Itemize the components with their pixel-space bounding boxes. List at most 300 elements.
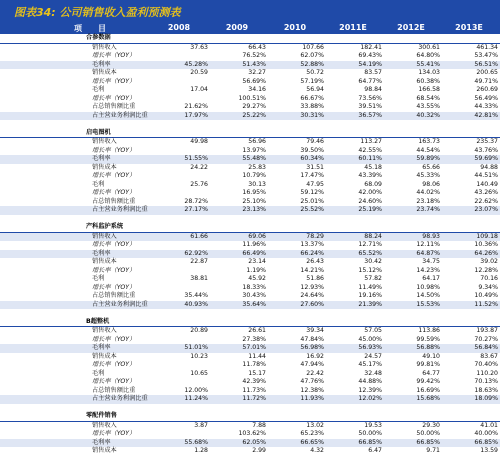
cell-value: 43.39% xyxy=(358,172,382,179)
cell-value: 15.17 xyxy=(248,369,266,377)
cell-value: 25.52% xyxy=(300,206,324,213)
cell-value: 11.73% xyxy=(242,386,266,394)
cell-value: 56.51% xyxy=(474,60,498,68)
cell-value: 4.32 xyxy=(310,447,324,454)
cell-value: 39.02 xyxy=(480,258,498,265)
row-label: 占主营业务利润比重 xyxy=(92,300,148,308)
cell-value: 10.23 xyxy=(190,352,208,360)
row-label: 占总销售额比重 xyxy=(92,386,136,394)
table-row xyxy=(0,164,500,173)
cell-value: 40.93% xyxy=(184,300,208,308)
cell-value: 59.12% xyxy=(300,189,324,196)
cell-value: 24.64% xyxy=(300,292,324,299)
cell-value: 17.97% xyxy=(184,111,208,119)
row-label: 毛利 xyxy=(92,369,105,377)
table-row xyxy=(0,370,500,379)
cell-value: 47.84% xyxy=(300,335,324,343)
cell-value: 6.47 xyxy=(368,447,382,454)
row-label: 毛利率 xyxy=(92,249,111,257)
header-year: 2009 xyxy=(225,23,249,32)
table-row xyxy=(0,430,500,439)
cell-value: 200.65 xyxy=(476,69,498,76)
cell-value: 98.06 xyxy=(422,180,440,188)
cell-value: 70.16 xyxy=(480,275,498,282)
cell-value: 11.44 xyxy=(248,352,266,360)
cell-value: 43.55% xyxy=(416,103,440,110)
cell-value: 98.84 xyxy=(364,86,382,93)
row-label: 产科监护系统 xyxy=(86,223,124,230)
row-label: 毛利率 xyxy=(92,438,111,446)
cell-value: 51.86 xyxy=(306,275,324,282)
row-label: 毛利率 xyxy=(92,344,111,351)
cell-value: 29.30 xyxy=(422,421,440,429)
cell-value: 26.43 xyxy=(306,258,324,265)
cell-value: 57.19% xyxy=(300,77,324,85)
row-label: 毛利率 xyxy=(92,60,111,68)
row-label: 占主营业务利润比重 xyxy=(92,206,148,213)
cell-value: 99.81% xyxy=(416,361,440,368)
row-label: 增长率（YOY） xyxy=(92,172,136,179)
cell-value: 76.52% xyxy=(242,52,266,59)
cell-value: 51.55% xyxy=(184,155,208,162)
table-row xyxy=(0,309,500,318)
cell-value: 25.01% xyxy=(300,197,324,205)
table-row xyxy=(0,284,500,293)
cell-value: 33.88% xyxy=(300,103,324,110)
cell-value: 27.38% xyxy=(242,335,266,343)
cell-value: 10.65 xyxy=(190,369,208,377)
cell-value: 52.88% xyxy=(300,60,324,68)
row-label: 增长率（YOY） xyxy=(92,378,136,385)
cell-value: 62.92% xyxy=(184,249,208,257)
cell-value: 12.11% xyxy=(416,241,440,248)
cell-value: 62.05% xyxy=(242,438,266,446)
cell-value: 56.84% xyxy=(474,344,498,351)
cell-value: 22.62% xyxy=(474,197,498,205)
cell-value: 66.65% xyxy=(300,438,324,446)
cell-value: 13.02 xyxy=(306,421,324,429)
cell-value: 50.00% xyxy=(416,430,440,437)
cell-value: 66.43 xyxy=(248,43,266,51)
row-label: 毛利 xyxy=(92,86,105,93)
cell-value: 56.93% xyxy=(358,344,382,351)
cell-value: 40.32% xyxy=(416,111,440,119)
cell-value: 18.63% xyxy=(474,386,498,394)
cell-value: 42.55% xyxy=(358,146,382,154)
cell-value: 41.01 xyxy=(480,421,498,429)
cell-value: 25.76 xyxy=(190,180,208,188)
table-title: 图表34: 公司销售收入盈利预测表 xyxy=(14,6,181,19)
cell-value: 260.69 xyxy=(476,86,498,93)
table-row xyxy=(0,103,500,112)
row-label: 销售成本 xyxy=(92,352,117,360)
cell-value: 61.66 xyxy=(190,232,208,240)
cell-value: 55.68% xyxy=(184,438,208,446)
cell-value: 56.69% xyxy=(242,77,266,85)
table-row xyxy=(0,147,500,156)
cell-value: 68.54% xyxy=(416,94,440,102)
cell-value: 45.17% xyxy=(358,361,382,368)
cell-value: 51.43% xyxy=(242,60,266,68)
header-year: 2011E xyxy=(339,23,367,32)
cell-value: 16.69% xyxy=(416,386,440,394)
cell-value: 1.28 xyxy=(194,447,208,454)
cell-value: 18.33% xyxy=(242,283,266,291)
cell-value: 64.26% xyxy=(474,249,498,257)
cell-value: 15.12% xyxy=(358,266,382,274)
row-label: 合参数据 xyxy=(86,34,111,41)
cell-value: 30.31% xyxy=(300,111,324,119)
cell-value: 30.43% xyxy=(242,292,266,299)
row-label: 增长率（YOY） xyxy=(92,52,136,59)
section-row xyxy=(0,318,500,328)
cell-value: 17.47% xyxy=(300,172,324,179)
cell-value: 83.67 xyxy=(480,352,498,360)
cell-value: 49.98 xyxy=(190,138,208,145)
cell-value: 21.39% xyxy=(358,300,382,308)
table-row xyxy=(0,86,500,95)
cell-value: 31.51 xyxy=(306,163,324,171)
table-row xyxy=(0,267,500,276)
table-row xyxy=(0,361,500,370)
cell-value: 69.43% xyxy=(358,52,382,59)
cell-value: 27.17% xyxy=(184,206,208,213)
cell-value: 99.42% xyxy=(416,378,440,385)
header-year: 2010 xyxy=(283,23,307,32)
row-label: 增长率（YOY） xyxy=(92,361,136,368)
cell-value: 11.78% xyxy=(242,361,266,368)
cell-value: 12.93% xyxy=(300,283,324,291)
cell-value: 19.16% xyxy=(358,292,382,299)
cell-value: 32.27 xyxy=(248,69,266,76)
cell-value: 12.71% xyxy=(358,241,382,248)
cell-value: 14.23% xyxy=(416,266,440,274)
cell-value: 64.77 xyxy=(422,369,440,377)
cell-value: 9.71 xyxy=(426,447,440,454)
cell-value: 66.24% xyxy=(300,249,324,257)
cell-value: 12.39% xyxy=(358,386,382,394)
cell-value: 140.49 xyxy=(476,180,498,188)
table-row xyxy=(0,61,500,70)
row-label: 增长率（YOY） xyxy=(92,266,136,274)
row-label: 占总销售额比重 xyxy=(92,292,136,299)
row-label: 毛利 xyxy=(92,180,105,188)
row-label: 占主营业务利润比重 xyxy=(92,395,148,402)
row-label: 占主营业务利润比重 xyxy=(92,111,148,119)
table-row xyxy=(0,138,500,147)
table-row xyxy=(0,292,500,301)
cell-value: 44.51% xyxy=(474,172,498,179)
table-row xyxy=(0,241,500,250)
cell-value: 193.87 xyxy=(476,327,498,334)
table-row xyxy=(0,395,500,404)
table-row xyxy=(0,250,500,259)
cell-value: 53.47% xyxy=(474,52,498,59)
cell-value: 11.52% xyxy=(474,300,498,308)
table-body xyxy=(0,34,500,456)
cell-value: 65.23% xyxy=(300,430,324,437)
table-row xyxy=(0,378,500,387)
cell-value: 36.57% xyxy=(358,111,382,119)
cell-value: 24.57 xyxy=(364,352,382,360)
cell-value: 39.50% xyxy=(300,146,324,154)
cell-value: 28.72% xyxy=(184,197,208,205)
cell-value: 35.64% xyxy=(242,300,266,308)
table-header xyxy=(0,22,500,34)
row-label: 销售收入 xyxy=(92,327,117,334)
section-row xyxy=(0,34,500,44)
cell-value: 37.63 xyxy=(190,43,208,51)
cell-value: 54.19% xyxy=(358,60,382,68)
cell-value: 30.42 xyxy=(364,258,382,265)
cell-value: 44.88% xyxy=(358,378,382,385)
cell-value: 49.71% xyxy=(474,77,498,85)
table-row xyxy=(0,387,500,396)
cell-value: 59.89% xyxy=(416,155,440,162)
cell-value: 13.97% xyxy=(242,146,266,154)
table-row xyxy=(0,181,500,190)
row-label: 毛利 xyxy=(92,275,105,282)
cell-value: 65.66 xyxy=(422,163,440,171)
cell-value: 73.56% xyxy=(358,94,382,102)
row-label: 增长率（YOY） xyxy=(92,189,136,196)
cell-value: 34.75 xyxy=(422,258,440,265)
cell-value: 39.34 xyxy=(306,327,324,334)
cell-value: 60.34% xyxy=(300,155,324,162)
row-label: 增长率（YOY） xyxy=(92,146,136,154)
cell-value: 300.61 xyxy=(418,43,440,51)
cell-value: 98.93 xyxy=(422,232,440,240)
row-label: 增长率（YOY） xyxy=(92,283,136,291)
cell-value: 3.87 xyxy=(194,421,208,429)
cell-value: 56.96 xyxy=(248,138,266,145)
table-row xyxy=(0,353,500,362)
title-bar xyxy=(0,0,500,22)
cell-value: 11.49% xyxy=(358,283,382,291)
cell-value: 44.02% xyxy=(416,189,440,196)
section-row xyxy=(0,412,500,422)
table-row xyxy=(0,404,500,413)
table-row xyxy=(0,112,500,121)
cell-value: 56.94 xyxy=(306,86,324,93)
cell-value: 99.59% xyxy=(416,335,440,343)
table-row xyxy=(0,344,500,353)
header-label: 项 目 xyxy=(74,24,106,33)
cell-value: 23.74% xyxy=(416,206,440,213)
cell-value: 10.36% xyxy=(474,241,498,248)
cell-value: 24.60% xyxy=(358,197,382,205)
cell-value: 23.14 xyxy=(248,258,266,265)
cell-value: 62.07% xyxy=(300,52,324,59)
cell-value: 134.03 xyxy=(418,69,440,76)
table-row xyxy=(0,258,500,267)
cell-value: 100.51% xyxy=(238,94,266,102)
cell-value: 107.66 xyxy=(302,43,324,51)
cell-value: 13.37% xyxy=(300,241,324,248)
table-row xyxy=(0,172,500,181)
cell-value: 51.01% xyxy=(184,344,208,351)
cell-value: 25.22% xyxy=(242,111,266,119)
row-label: 占总销售额比重 xyxy=(92,103,136,110)
table-row xyxy=(0,78,500,87)
cell-value: 45.00% xyxy=(358,335,382,343)
cell-value: 34.16 xyxy=(248,86,266,93)
cell-value: 23.13% xyxy=(242,206,266,213)
cell-value: 45.18 xyxy=(364,163,382,171)
header-year: 2012E xyxy=(397,23,425,32)
cell-value: 16.95% xyxy=(242,189,266,196)
cell-value: 56.88% xyxy=(416,344,440,351)
cell-value: 14.21% xyxy=(300,266,324,274)
cell-value: 29.27% xyxy=(242,103,266,110)
cell-value: 94.88 xyxy=(480,163,498,171)
cell-value: 66.49% xyxy=(242,249,266,257)
cell-value: 70.40% xyxy=(474,361,498,368)
cell-value: 64.87% xyxy=(416,249,440,257)
cell-value: 38.81 xyxy=(190,275,208,282)
table-row xyxy=(0,439,500,448)
header-year: 2008 xyxy=(167,23,191,32)
cell-value: 55.48% xyxy=(242,155,266,162)
cell-value: 43.26% xyxy=(474,189,498,196)
table-row xyxy=(0,69,500,78)
cell-value: 103.62% xyxy=(238,430,266,437)
cell-value: 57.01% xyxy=(242,344,266,351)
cell-value: 9.34% xyxy=(478,283,498,291)
cell-value: 10.98% xyxy=(416,283,440,291)
table-row xyxy=(0,198,500,207)
cell-value: 56.98% xyxy=(300,344,324,351)
row-label: 销售成本 xyxy=(92,163,117,171)
cell-value: 24.22 xyxy=(190,163,208,171)
cell-value: 57.05 xyxy=(364,327,382,334)
cell-value: 50.00% xyxy=(358,430,382,437)
cell-value: 109.18 xyxy=(476,232,498,240)
cell-value: 83.57 xyxy=(364,69,382,76)
row-label: 销售成本 xyxy=(92,69,117,76)
cell-value: 65.52% xyxy=(358,249,382,257)
cell-value: 22.87 xyxy=(190,258,208,265)
cell-value: 49.10 xyxy=(422,352,440,360)
cell-value: 79.46 xyxy=(306,138,324,145)
table-row xyxy=(0,215,500,224)
cell-value: 20.59 xyxy=(190,69,208,76)
cell-value: 56.49% xyxy=(474,94,498,102)
cell-value: 11.96% xyxy=(242,241,266,248)
row-label: B超整机 xyxy=(86,317,110,325)
row-label: 销售收入 xyxy=(92,232,117,240)
cell-value: 23.07% xyxy=(474,206,498,213)
cell-value: 27.60% xyxy=(300,300,324,308)
cell-value: 45.92 xyxy=(248,275,266,282)
row-label: 销售成本 xyxy=(92,447,117,454)
cell-value: 166.58 xyxy=(418,86,440,93)
table-row xyxy=(0,336,500,345)
cell-value: 64.77% xyxy=(358,77,382,85)
cell-value: 2.99 xyxy=(252,447,266,454)
cell-value: 25.19% xyxy=(358,206,382,213)
cell-value: 7.88 xyxy=(252,421,266,429)
cell-value: 20.89 xyxy=(190,327,208,334)
cell-value: 42.00% xyxy=(358,189,382,196)
table-row xyxy=(0,233,500,242)
table-row xyxy=(0,155,500,164)
row-label: 占总销售额比重 xyxy=(92,197,136,205)
cell-value: 10.79% xyxy=(242,172,266,179)
cell-value: 70.13% xyxy=(474,378,498,385)
cell-value: 182.41 xyxy=(360,43,382,51)
cell-value: 11.72% xyxy=(242,395,266,402)
cell-value: 55.41% xyxy=(416,60,440,68)
table-row xyxy=(0,95,500,104)
cell-value: 10.49% xyxy=(474,292,498,299)
cell-value: 12.00% xyxy=(184,386,208,394)
table-row xyxy=(0,44,500,53)
cell-value: 235.37 xyxy=(476,138,498,145)
cell-value: 12.38% xyxy=(300,386,324,394)
section-row xyxy=(0,129,500,139)
cell-value: 12.28% xyxy=(474,266,498,274)
cell-value: 1.19% xyxy=(246,266,266,274)
row-label: 销售成本 xyxy=(92,258,117,265)
row-label: 增长率（YOY） xyxy=(92,430,136,437)
cell-value: 16.92 xyxy=(306,352,324,360)
cell-value: 64.17 xyxy=(422,275,440,282)
cell-value: 14.50% xyxy=(416,292,440,299)
cell-value: 45.33% xyxy=(416,172,440,179)
cell-value: 25.83 xyxy=(248,163,266,171)
cell-value: 461.34 xyxy=(476,43,498,51)
table-row xyxy=(0,301,500,310)
table-row xyxy=(0,275,500,284)
cell-value: 21.62% xyxy=(184,103,208,110)
row-label: 销售收入 xyxy=(92,138,117,145)
table-row xyxy=(0,120,500,129)
table-row xyxy=(0,206,500,215)
cell-value: 60.11% xyxy=(358,155,382,162)
cell-value: 13.59 xyxy=(480,447,498,454)
cell-value: 113.27 xyxy=(360,138,382,145)
cell-value: 47.94% xyxy=(300,361,324,368)
cell-value: 66.85% xyxy=(416,438,440,446)
cell-value: 110.20 xyxy=(476,369,498,377)
cell-value: 47.76% xyxy=(300,378,324,385)
cell-value: 47.95 xyxy=(306,180,324,188)
cell-value: 40.00% xyxy=(474,430,498,437)
cell-value: 78.29 xyxy=(306,232,324,240)
cell-value: 39.51% xyxy=(358,103,382,110)
cell-value: 60.38% xyxy=(416,77,440,85)
cell-value: 15.53% xyxy=(416,300,440,308)
table-row xyxy=(0,447,500,456)
row-label: 增长率（YOY） xyxy=(92,335,136,343)
row-label: 毛利率 xyxy=(92,155,111,162)
cell-value: 12.02% xyxy=(358,395,382,402)
cell-value: 42.39% xyxy=(242,378,266,385)
cell-value: 11.93% xyxy=(300,395,324,402)
table-row xyxy=(0,189,500,198)
cell-value: 17.04 xyxy=(190,86,208,93)
table-row xyxy=(0,52,500,61)
cell-value: 66.67% xyxy=(300,94,324,102)
cell-value: 88.24 xyxy=(364,232,382,240)
cell-value: 42.81% xyxy=(474,111,498,119)
cell-value: 30.13 xyxy=(248,180,266,188)
cell-value: 32.48 xyxy=(364,369,382,377)
header-year: 2013E xyxy=(455,23,483,32)
cell-value: 66.85% xyxy=(358,438,382,446)
cell-value: 23.18% xyxy=(416,197,440,205)
